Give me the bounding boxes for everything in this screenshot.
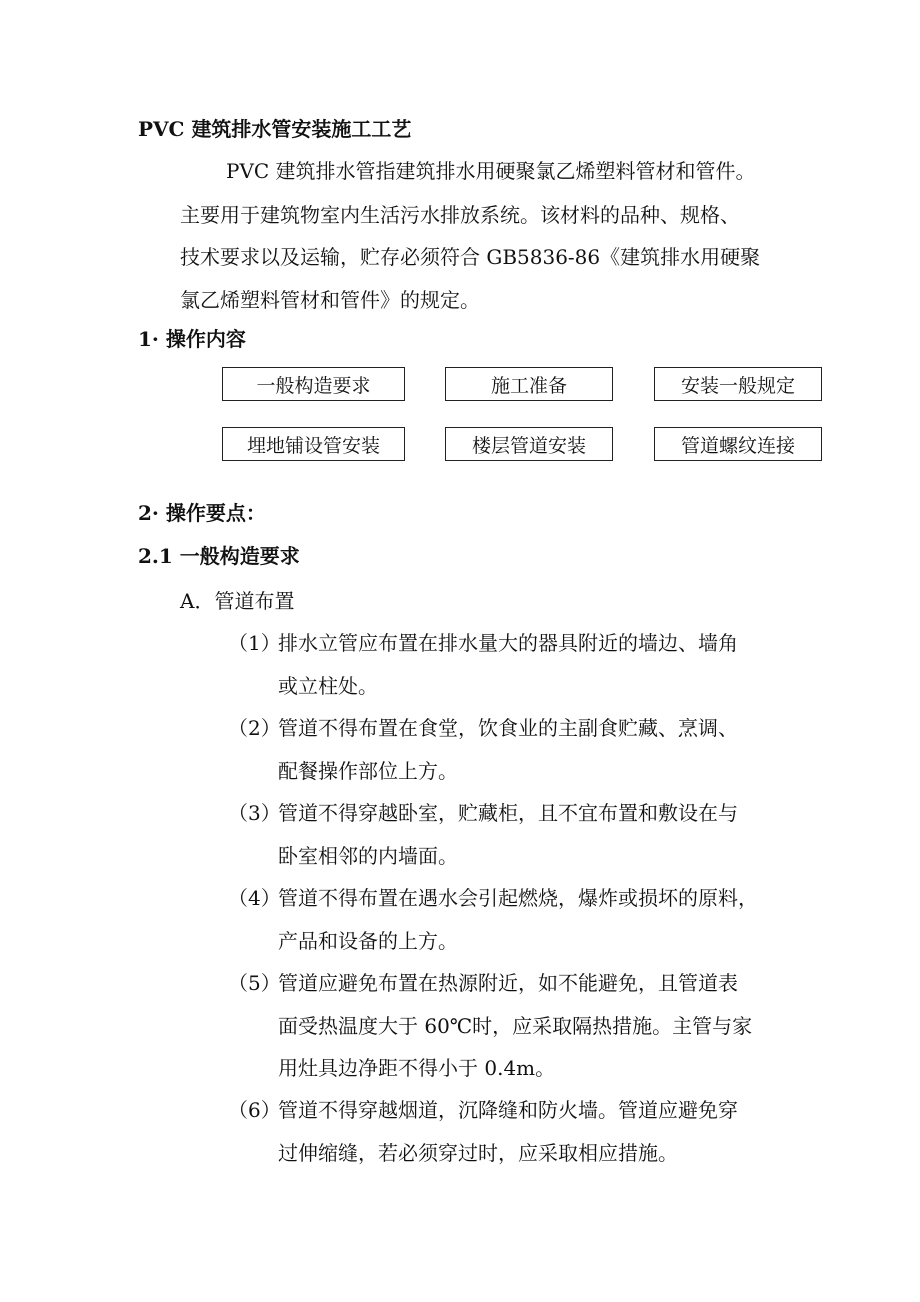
list-item-number: （2）: [228, 716, 281, 740]
list-item-line: 管道应避免布置在热源附近，如不能避免，且管道表: [278, 971, 738, 995]
flow-box-general-structure: [222, 367, 405, 401]
flow-box-label: 安装一般规定: [680, 374, 795, 397]
flow-box-construction-prep: [445, 367, 613, 401]
flow-box-install-rules: [654, 367, 822, 401]
list-item-line: 用灶具边净距不得小于 0.4m。: [278, 1056, 556, 1080]
list-item-line: 配餐操作部位上方。: [278, 759, 458, 783]
list-item-line: 过伸缩缝，若必须穿过时，应采取相应措施。: [278, 1141, 678, 1165]
list-item-number: （6）: [228, 1098, 281, 1122]
list-item-line: 产品和设备的上方。: [278, 929, 458, 953]
flow-box-buried-pipe: [222, 427, 405, 461]
list-item-number: （4）: [228, 886, 281, 910]
subsection-heading-2-1: 2.1 一般构造要求: [138, 544, 300, 568]
list-item-number: （1）: [228, 631, 281, 655]
list-item-line: 管道不得穿越烟道，沉降缝和防火墙。管道应避免穿: [278, 1098, 738, 1122]
list-item-line: 卧室相邻的内墙面。: [278, 844, 458, 868]
intro-line: 氯乙烯塑料管材和管件》的规定。: [180, 288, 480, 312]
list-item-number: （3）: [228, 801, 281, 825]
list-item-line: 或立柱处。: [278, 674, 378, 698]
list-item-line: 面受热温度大于 60℃时，应采取隔热措施。主管与家: [278, 1014, 753, 1038]
flow-box-label: 管道螺纹连接: [680, 434, 795, 457]
document-title: PVC 建筑排水管安装施工工艺: [138, 117, 412, 141]
intro-line: 技术要求以及运输，贮存必须符合 GB5836-86《建筑排水用硬聚: [180, 245, 761, 269]
intro-line: 主要用于建筑物室内生活污水排放系统。该材料的品种、规格、: [180, 203, 740, 227]
flow-box-threaded-joint: [654, 427, 822, 461]
flow-box-floor-pipe: [445, 427, 613, 461]
flow-box-label: 埋地铺设管安装: [246, 434, 380, 457]
list-item-line: 管道不得布置在遇水会引起燃烧，爆炸或损坏的原料，: [278, 886, 758, 910]
list-item-line: 排水立管应布置在排水量大的器具附近的墙边、墙角: [278, 631, 738, 655]
section-heading-1: 1· 操作内容: [138, 327, 246, 351]
section-heading-2: 2· 操作要点：: [138, 501, 266, 525]
list-item-number: （5）: [228, 971, 281, 995]
flow-box-label: 楼层管道安装: [471, 434, 586, 457]
intro-line: PVC 建筑排水管指建筑排水用硬聚氯乙烯塑料管材和管件。: [226, 159, 756, 183]
flow-box-label: 施工准备: [490, 374, 567, 397]
item-a-heading: A．管道布置: [180, 589, 295, 613]
flow-box-label: 一般构造要求: [256, 374, 371, 397]
list-item-line: 管道不得布置在食堂，饮食业的主副食贮藏、烹调、: [278, 716, 738, 740]
list-item-line: 管道不得穿越卧室，贮藏柜，且不宜布置和敷设在与: [278, 801, 738, 825]
